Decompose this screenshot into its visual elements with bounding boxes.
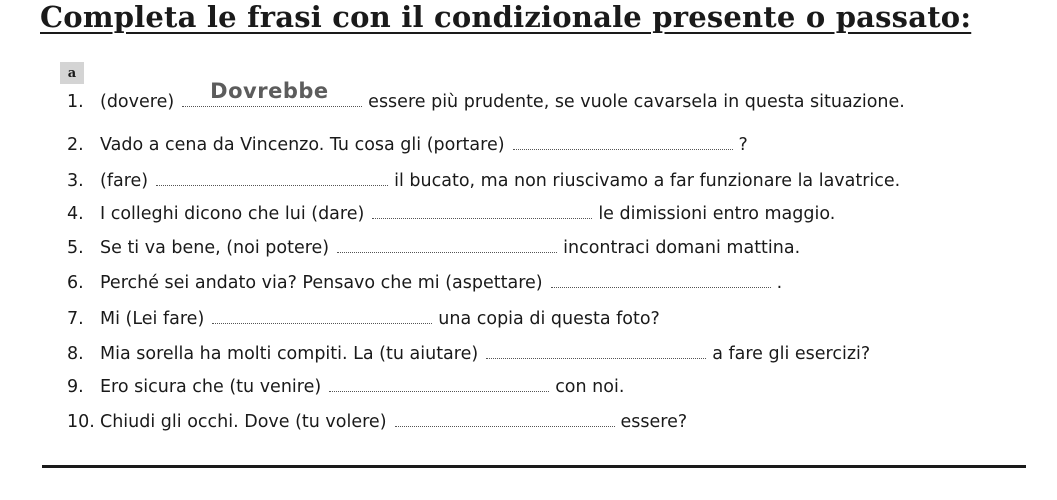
section-label-badge: a bbox=[60, 62, 84, 84]
item-continuation: ? bbox=[738, 135, 748, 155]
exercise-item-2 bbox=[67, 131, 748, 159]
item-number: 1. bbox=[67, 92, 84, 112]
item-prompt: Vado a cena da Vincenzo. Tu cosa gli (portare) bbox=[100, 135, 505, 155]
exercise-item-9 bbox=[67, 373, 624, 401]
item-continuation: a fare gli esercizi? bbox=[712, 344, 871, 364]
item-prompt: Perché sei andato via? Pensavo che mi (aspettare) bbox=[100, 273, 543, 293]
item-continuation: le dimissioni entro maggio. bbox=[598, 204, 836, 224]
item-number: 6. bbox=[67, 273, 84, 293]
item-continuation: incontraci domani mattina. bbox=[563, 238, 801, 258]
exercise-item-8 bbox=[67, 340, 870, 368]
exercise-item-3 bbox=[67, 167, 900, 195]
exercise-item-5 bbox=[67, 234, 800, 262]
item-prompt: Mia sorella ha molti compiti. La (tu aiutare) bbox=[100, 344, 479, 364]
answer-blank-4[interactable] bbox=[372, 200, 592, 219]
answer-blank-3[interactable] bbox=[156, 167, 388, 186]
answer-blank-5[interactable] bbox=[337, 234, 557, 253]
item-number: 7. bbox=[67, 309, 84, 329]
item-prompt: I colleghi dicono che lui (dare) bbox=[100, 204, 365, 224]
exercise-item-4 bbox=[67, 200, 835, 228]
item-number: 3. bbox=[67, 171, 84, 191]
item-number: 4. bbox=[67, 204, 84, 224]
item-prompt: Ero sicura che (tu venire) bbox=[100, 377, 322, 397]
item-number: 10. bbox=[67, 412, 95, 432]
item-number: 8. bbox=[67, 344, 84, 364]
handwritten-answer: Dovrebbe bbox=[210, 79, 329, 103]
answer-blank-1[interactable] bbox=[182, 79, 362, 107]
answer-blank-7[interactable] bbox=[212, 305, 432, 324]
answer-blank-9[interactable] bbox=[329, 373, 549, 392]
exercise-item-7 bbox=[67, 305, 660, 333]
exercise-title: Completa le frasi con il condizionale presente o passato: bbox=[40, 0, 972, 34]
exercise-item-1 bbox=[67, 79, 905, 116]
item-number: 2. bbox=[67, 135, 84, 155]
item-number: 5. bbox=[67, 238, 84, 258]
item-continuation: essere più prudente, se vuole cavarsela in questa situazione. bbox=[368, 92, 905, 112]
item-continuation: il bucato, ma non riuscivamo a far funzionare la lavatrice. bbox=[394, 171, 901, 191]
item-continuation: una copia di questa foto? bbox=[438, 309, 660, 329]
item-continuation: . bbox=[776, 273, 783, 293]
exercise-item-10 bbox=[67, 408, 687, 436]
answer-blank-10[interactable] bbox=[395, 408, 615, 427]
item-prompt: (fare) bbox=[100, 171, 149, 191]
item-prompt: Mi (Lei fare) bbox=[100, 309, 205, 329]
item-prompt: Se ti va bene, (noi potere) bbox=[100, 238, 330, 258]
bottom-divider bbox=[42, 465, 1026, 468]
item-prompt: Chiudi gli occhi. Dove (tu volere) bbox=[100, 412, 387, 432]
item-continuation: con noi. bbox=[555, 377, 625, 397]
item-number: 9. bbox=[67, 377, 84, 397]
answer-blank-6[interactable] bbox=[551, 269, 771, 288]
item-continuation: essere? bbox=[620, 412, 688, 432]
answer-blank-8[interactable] bbox=[486, 340, 706, 359]
item-prompt: (dovere) bbox=[100, 92, 175, 112]
answer-blank-2[interactable] bbox=[513, 131, 733, 150]
exercise-item-6 bbox=[67, 269, 782, 297]
